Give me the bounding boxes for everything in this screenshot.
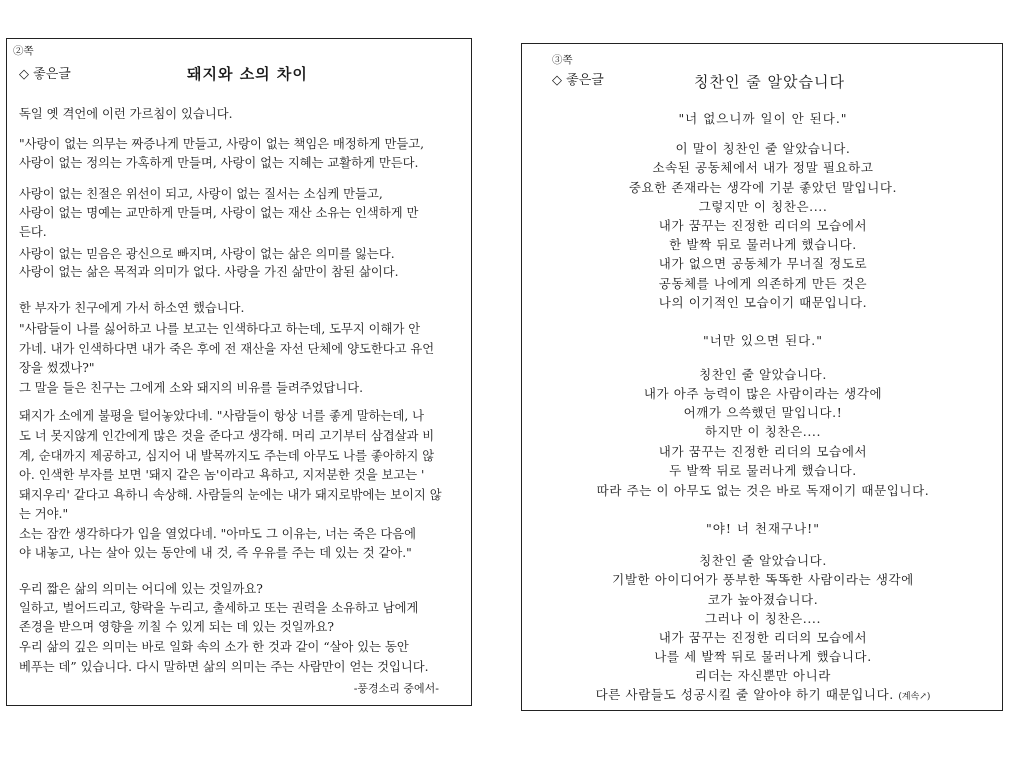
text-line: 사랑이 없는 정의는 가혹하게 만들며, 사랑이 없는 지혜는 교활하게 만든다. (19, 156, 419, 170)
left-page (6, 38, 472, 706)
text-line: 따라 주는 이 아무도 없는 것은 바로 독재이기 때문입니다. (596, 483, 930, 498)
text-line: 다른 사람들도 성공시킬 줄 알아야 하기 때문입니다. (595, 687, 894, 702)
text-line: 리더는 자신뿐만 아니라 (695, 668, 831, 683)
text-line: 내가 꿈꾸는 진정한 리더의 모습에서 (658, 218, 868, 233)
text-line: 두 발짝 뒤로 물러나게 했습니다. (669, 463, 857, 478)
quote-heading: "너 없으니까 일이 안 된다." (678, 111, 848, 126)
last-line (522, 687, 1004, 705)
text-line: 장을 썼겠나?" (19, 361, 95, 375)
text-line: 는 거야." (19, 507, 69, 521)
text-line: 그렇지만 이 칭찬은.... (698, 199, 828, 214)
page-title-left: 돼지와 소의 차이 (187, 65, 308, 83)
source-credit: -풍경소리 중에서- (353, 682, 439, 695)
text-line: "사람들이 나를 싫어하고 나를 보고는 인색하다고 하는데, 도무지 이해가 안 (19, 322, 421, 336)
text-line: 사랑이 없는 명예는 교만하게 만들며, 사랑이 없는 재산 소유는 인색하게 만 (19, 206, 419, 220)
continued-note: (계속↗) (898, 692, 931, 702)
text-line: 일하고, 벌어드리고, 향락을 누리고, 출세하고 또는 권력을 소유하고 남에게 (19, 601, 419, 615)
text-line: 우리 짧은 삶의 의미는 어디에 있는 것일까요? (19, 582, 263, 596)
text-line: 그러나 이 칭찬은.... (704, 611, 822, 626)
text-line: 가네. 내가 인색하다면 내가 죽은 후에 전 재산을 자선 단체에 양도한다고 유언 (19, 342, 435, 356)
text-line: 베푸는 데” 있습니다. 다시 말하면 삶의 의미는 주는 사람만이 얻는 것입니다. (19, 660, 429, 674)
text-line: 야 내놓고, 나는 살아 있는 동안에 내 것, 즉 우유를 주는 데 있는 것 같아." (19, 546, 412, 560)
text-line: 돼지가 소에게 불평을 털어놓았다네. "사람들이 항상 너를 좋게 말하는데, 나 (19, 409, 425, 423)
text-line: 어깨가 으쓱했던 말입니다.! (683, 405, 843, 420)
text-line: 존경을 받으며 영향을 끼칠 수 있게 되는 데 있는 것일까요? (19, 620, 334, 634)
text-line: 내가 아주 능력이 많은 사람이라는 생각에 (643, 386, 883, 401)
text-line: 한 부자가 친구에게 가서 하소연 했습니다. (19, 301, 245, 315)
text-line: 든다. (19, 225, 47, 239)
text-line: 칭찬인 줄 알았습니다. (699, 553, 827, 568)
right-page (521, 43, 1003, 711)
text-line: 계, 순대까지 제공하고, 심지어 내 발목까지도 주는데 아무도 나를 좋아하지 않 (19, 449, 435, 463)
text-line: 우리 삶의 깊은 의미는 바로 일화 속의 소가 한 것과 같이 “살아 있는 동안 (19, 640, 409, 654)
category-label-left: ◇ 좋은글 (19, 67, 71, 82)
text-line: 코가 높아졌습니다. (707, 592, 819, 607)
text-line: 나를 세 발짝 뒤로 물러나게 했습니다. (654, 649, 872, 664)
text-line: 하지만 이 칭찬은.... (704, 424, 822, 439)
text-line: 내가 꿈꾸는 진정한 리더의 모습에서 (658, 444, 868, 459)
text-line: 사랑이 없는 믿음은 광신으로 빠지며, 사랑이 없는 삶은 의미를 잃는다. (19, 247, 395, 261)
text-line: 소속된 공동체에서 내가 정말 필요하고 (652, 160, 874, 175)
page-number-right: ③쪽 (552, 54, 573, 66)
text-line: 중요한 존재라는 생각에 기분 좋았던 말입니다. (628, 180, 898, 195)
text-line: 그 말을 들은 친구는 그에게 소와 돼지의 비유를 들려주었답니다. (19, 381, 364, 395)
text-line: "사랑이 없는 의무는 짜증나게 만들고, 사랑이 없는 책임은 매정하게 만들고, (19, 137, 425, 151)
text-line: 나의 이기적인 모습이기 때문입니다. (658, 295, 868, 310)
category-label-right: ◇ 좋은글 (552, 73, 604, 88)
text-line: 돼지우리' 같다고 욕하니 속상해. 사람들의 눈에는 내가 돼지로밖에는 보이지 않 (19, 488, 442, 502)
text-line: 이 말이 칭찬인 줄 알았습니다. (675, 141, 851, 156)
text-line: 독일 옛 격언에 이런 가르침이 있습니다. (19, 107, 233, 121)
text-line: 공동체를 나에게 의존하게 만든 것은 (658, 276, 868, 291)
text-line: 기발한 아이디어가 풍부한 똑똑한 사람이라는 생각에 (612, 572, 914, 587)
quote-heading: "야! 너 천재구나!" (706, 521, 820, 536)
text-line: 사랑이 없는 친절은 위선이 되고, 사랑이 없는 질서는 소심케 만들고, (19, 187, 383, 201)
text-line: 내가 없으면 공동체가 무너질 정도로 (658, 256, 868, 271)
page-number-left: ②쪽 (13, 45, 34, 57)
text-line: 도 너 못지않게 인간에게 많은 것을 준다고 생각해. 머리 고기부터 삼겹살과 비 (19, 429, 435, 443)
text-line: 칭찬인 줄 알았습니다. (699, 367, 827, 382)
text-line: 아. 인색한 부자를 보면 '돼지 같은 놈'이라고 욕하고, 지저분한 것을 보고는 ' (19, 468, 425, 482)
text-line: 소는 잠깐 생각하다가 입을 열었다네. "아마도 그 이유는, 너는 죽은 다음에 (19, 527, 417, 541)
text-line: 내가 꿈꾸는 진정한 리더의 모습에서 (658, 630, 868, 645)
quote-heading: "너만 있으면 된다." (703, 333, 823, 348)
text-line: 한 발짝 뒤로 물러나게 했습니다. (669, 237, 857, 252)
page-title-right: 칭찬인 줄 알았습니다 (694, 73, 845, 91)
text-line: 사랑이 없는 삶은 목적과 의미가 없다. 사랑을 가진 삶만이 참된 삶이다. (19, 265, 399, 279)
